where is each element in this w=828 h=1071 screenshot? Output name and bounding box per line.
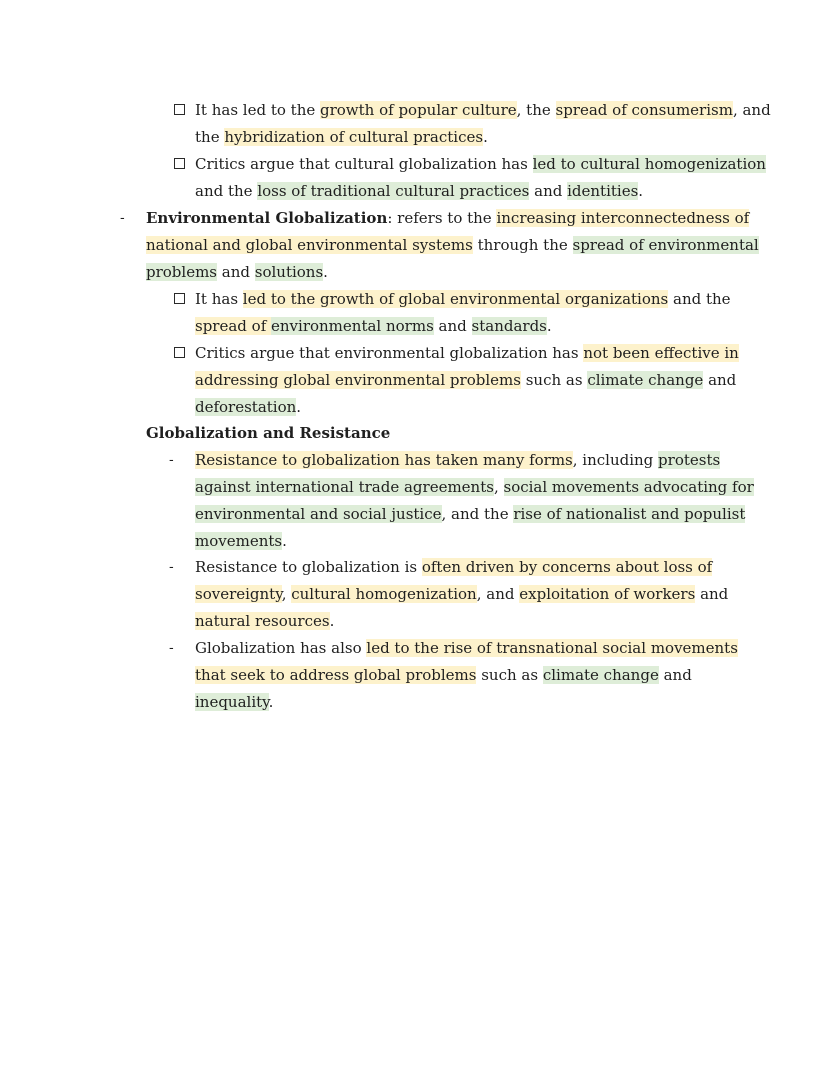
text-line	[195, 97, 771, 124]
text-line	[195, 394, 739, 421]
text-run: and the	[195, 182, 258, 200]
highlight-yellow: often driven by concerns about loss of	[421, 558, 713, 576]
text-line	[195, 501, 754, 528]
highlight-green: deforestation	[195, 398, 297, 416]
text-run: It has led to the	[195, 101, 320, 119]
text-line	[195, 662, 738, 689]
checkbox-icon[interactable]	[174, 347, 185, 358]
resistance-item-3	[169, 635, 738, 716]
text-line	[195, 474, 754, 501]
highlight-green: spread of environmental	[572, 236, 759, 254]
text-run: and	[703, 371, 737, 389]
bullet-dash: -	[120, 211, 125, 226]
text-run: ,	[281, 585, 292, 603]
highlight-yellow: addressing global environmental problems	[195, 371, 521, 389]
text-run: Critics argue that environmental globalization has	[195, 344, 584, 362]
text-run: Environmental Globalization	[146, 209, 388, 227]
highlight-yellow: increasing interconnectedness of	[496, 209, 750, 227]
highlight-yellow: Resistance to globalization has taken many forms	[195, 451, 573, 469]
highlight-green: inequality	[195, 693, 269, 711]
highlight-green: solutions	[254, 263, 324, 281]
text-run: through the	[472, 236, 573, 254]
text-line	[195, 178, 766, 205]
checkbox-icon[interactable]	[174, 293, 185, 304]
highlight-green: climate change	[542, 666, 659, 684]
text-line	[195, 447, 754, 474]
text-line	[146, 205, 759, 232]
text-run: and	[433, 317, 472, 335]
text-run: ,	[493, 478, 504, 496]
highlight-green: movements	[195, 532, 283, 550]
highlight-yellow: exploitation of workers	[519, 585, 696, 603]
text-run: Critics argue that cultural globalization has	[195, 155, 533, 173]
checkbox-icon[interactable]	[174, 158, 185, 169]
text-run: and	[217, 263, 255, 281]
text-line	[195, 367, 739, 394]
highlight-yellow: cultural homogenization	[291, 585, 477, 603]
resistance-item-2	[169, 554, 729, 635]
text-run: the	[195, 128, 225, 146]
highlight-yellow: national and global environmental systems	[146, 236, 473, 254]
highlight-green: environmental norms	[271, 317, 434, 335]
text-run: , and	[476, 585, 520, 603]
text-run: It has	[195, 290, 243, 308]
environmental-paragraph	[120, 205, 759, 286]
text-run: .	[329, 612, 335, 630]
highlight-green: environmental and social justice	[195, 505, 442, 523]
text-run: .	[546, 317, 552, 335]
cultural-item-2	[195, 151, 766, 205]
highlight-green: loss of traditional cultural practices	[257, 182, 530, 200]
text-run: , the	[516, 101, 556, 119]
text-run: and the	[668, 290, 731, 308]
highlight-yellow: not been effective in	[583, 344, 739, 362]
text-run: .	[296, 398, 302, 416]
highlight-yellow: led to the rise of transnational social movements	[366, 639, 738, 657]
highlight-green: problems	[146, 263, 218, 281]
highlight-green: led to cultural homogenization	[532, 155, 766, 173]
bullet-dash: -	[169, 641, 174, 656]
highlight-green: climate change	[587, 371, 704, 389]
text-line	[195, 581, 728, 608]
highlight-green: rise of nationalist and populist	[513, 505, 746, 523]
text-line	[195, 340, 739, 367]
cultural-item-1	[195, 97, 771, 151]
highlight-yellow: natural resources	[195, 612, 330, 630]
highlight-yellow: spread of	[195, 317, 272, 335]
section-heading	[146, 420, 390, 447]
highlight-green: identities	[567, 182, 639, 200]
environmental-item-2	[195, 340, 739, 421]
text-line	[146, 232, 759, 259]
text-run: .	[282, 532, 287, 550]
highlight-yellow: hybridization of cultural practices	[224, 128, 484, 146]
highlight-yellow: spread of consumerism	[555, 101, 733, 119]
highlight-green: against international trade agreements	[195, 478, 494, 496]
text-run: such as	[476, 666, 543, 684]
text-line	[195, 689, 738, 716]
text-line	[195, 635, 738, 662]
highlight-green: standards	[471, 317, 547, 335]
highlight-yellow: sovereignty	[195, 585, 282, 603]
text-line	[195, 124, 771, 151]
resistance-item-1	[169, 447, 754, 555]
text-run: and	[695, 585, 729, 603]
text-run: , and the	[441, 505, 514, 523]
heading-text: Globalization and Resistance	[146, 424, 391, 442]
environmental-item-1	[195, 286, 731, 340]
text-run: : refers to the	[387, 209, 497, 227]
text-run: .	[638, 182, 644, 200]
text-line	[195, 554, 728, 581]
text-run: .	[268, 693, 274, 711]
text-line	[195, 528, 754, 555]
bullet-dash: -	[169, 560, 174, 575]
text-run: , and	[732, 101, 771, 119]
bullet-dash: -	[169, 453, 174, 468]
text-run: .	[483, 128, 488, 146]
highlight-green: protests	[658, 451, 721, 469]
text-line	[195, 313, 731, 340]
text-line	[146, 259, 759, 286]
text-run: such as	[520, 371, 588, 389]
text-run: Resistance to globalization is	[195, 558, 422, 576]
text-line	[195, 151, 766, 178]
highlight-yellow: growth of popular culture	[320, 101, 517, 119]
text-run: .	[323, 263, 328, 281]
highlight-yellow: led to the growth of global environmental organizations	[242, 290, 669, 308]
text-line	[195, 286, 731, 313]
text-run: Globalization has also	[195, 639, 367, 657]
checkbox-icon[interactable]	[174, 104, 185, 115]
text-run: and	[529, 182, 568, 200]
highlight-yellow: that seek to address global problems	[195, 666, 477, 684]
text-line	[195, 608, 728, 635]
text-run: and	[658, 666, 692, 684]
highlight-green: social movements advocating for	[503, 478, 754, 496]
text-run: , including	[572, 451, 659, 469]
